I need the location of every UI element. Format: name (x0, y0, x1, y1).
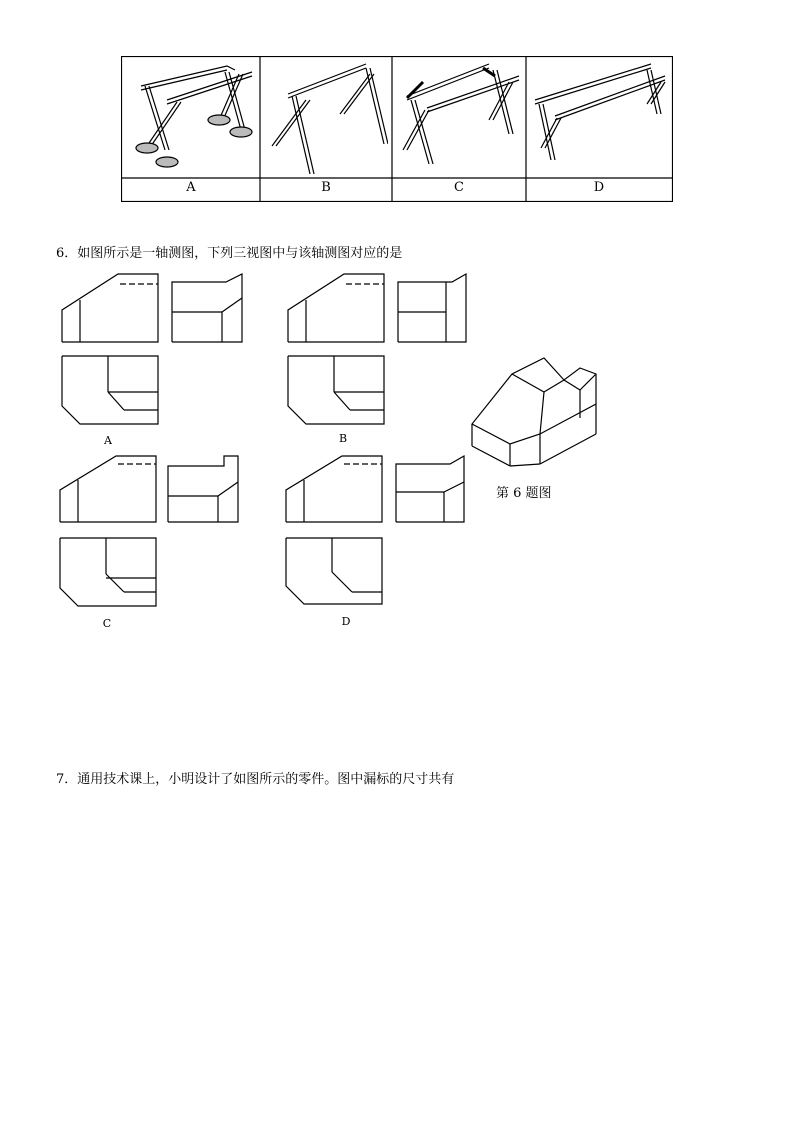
q5-label-d: D (593, 180, 605, 195)
q5-option-b-drawing (266, 60, 388, 176)
q6-axonometric-figure (468, 352, 602, 472)
q5-option-d-drawing (531, 60, 669, 176)
q6-figure-caption: 第 6 题图 (496, 486, 552, 501)
q6-question: 6．如图所示是一轴测图，下列三视图中与该轴测图对应的是 (56, 246, 403, 261)
q5-options-table (121, 56, 673, 202)
q6-label-b: B (338, 432, 348, 445)
q5-option-c-drawing (399, 60, 523, 176)
q5-option-a-drawing (127, 60, 257, 176)
q6-label-c: C (102, 617, 112, 630)
q6-option-c-views (56, 452, 246, 612)
q5-label-a: A (186, 180, 196, 195)
q6-label-a: A (104, 434, 112, 447)
q6-option-d-views (282, 452, 472, 612)
q5-label-b: B (321, 180, 331, 195)
q6-label-d: D (341, 615, 351, 628)
q6-option-a-views (58, 270, 248, 430)
q7-question: 7．通用技术课上，小明设计了如图所示的零件。图中漏标的尺寸共有 (56, 772, 455, 787)
q5-label-c: C (454, 180, 464, 195)
q6-option-b-views (284, 270, 474, 430)
